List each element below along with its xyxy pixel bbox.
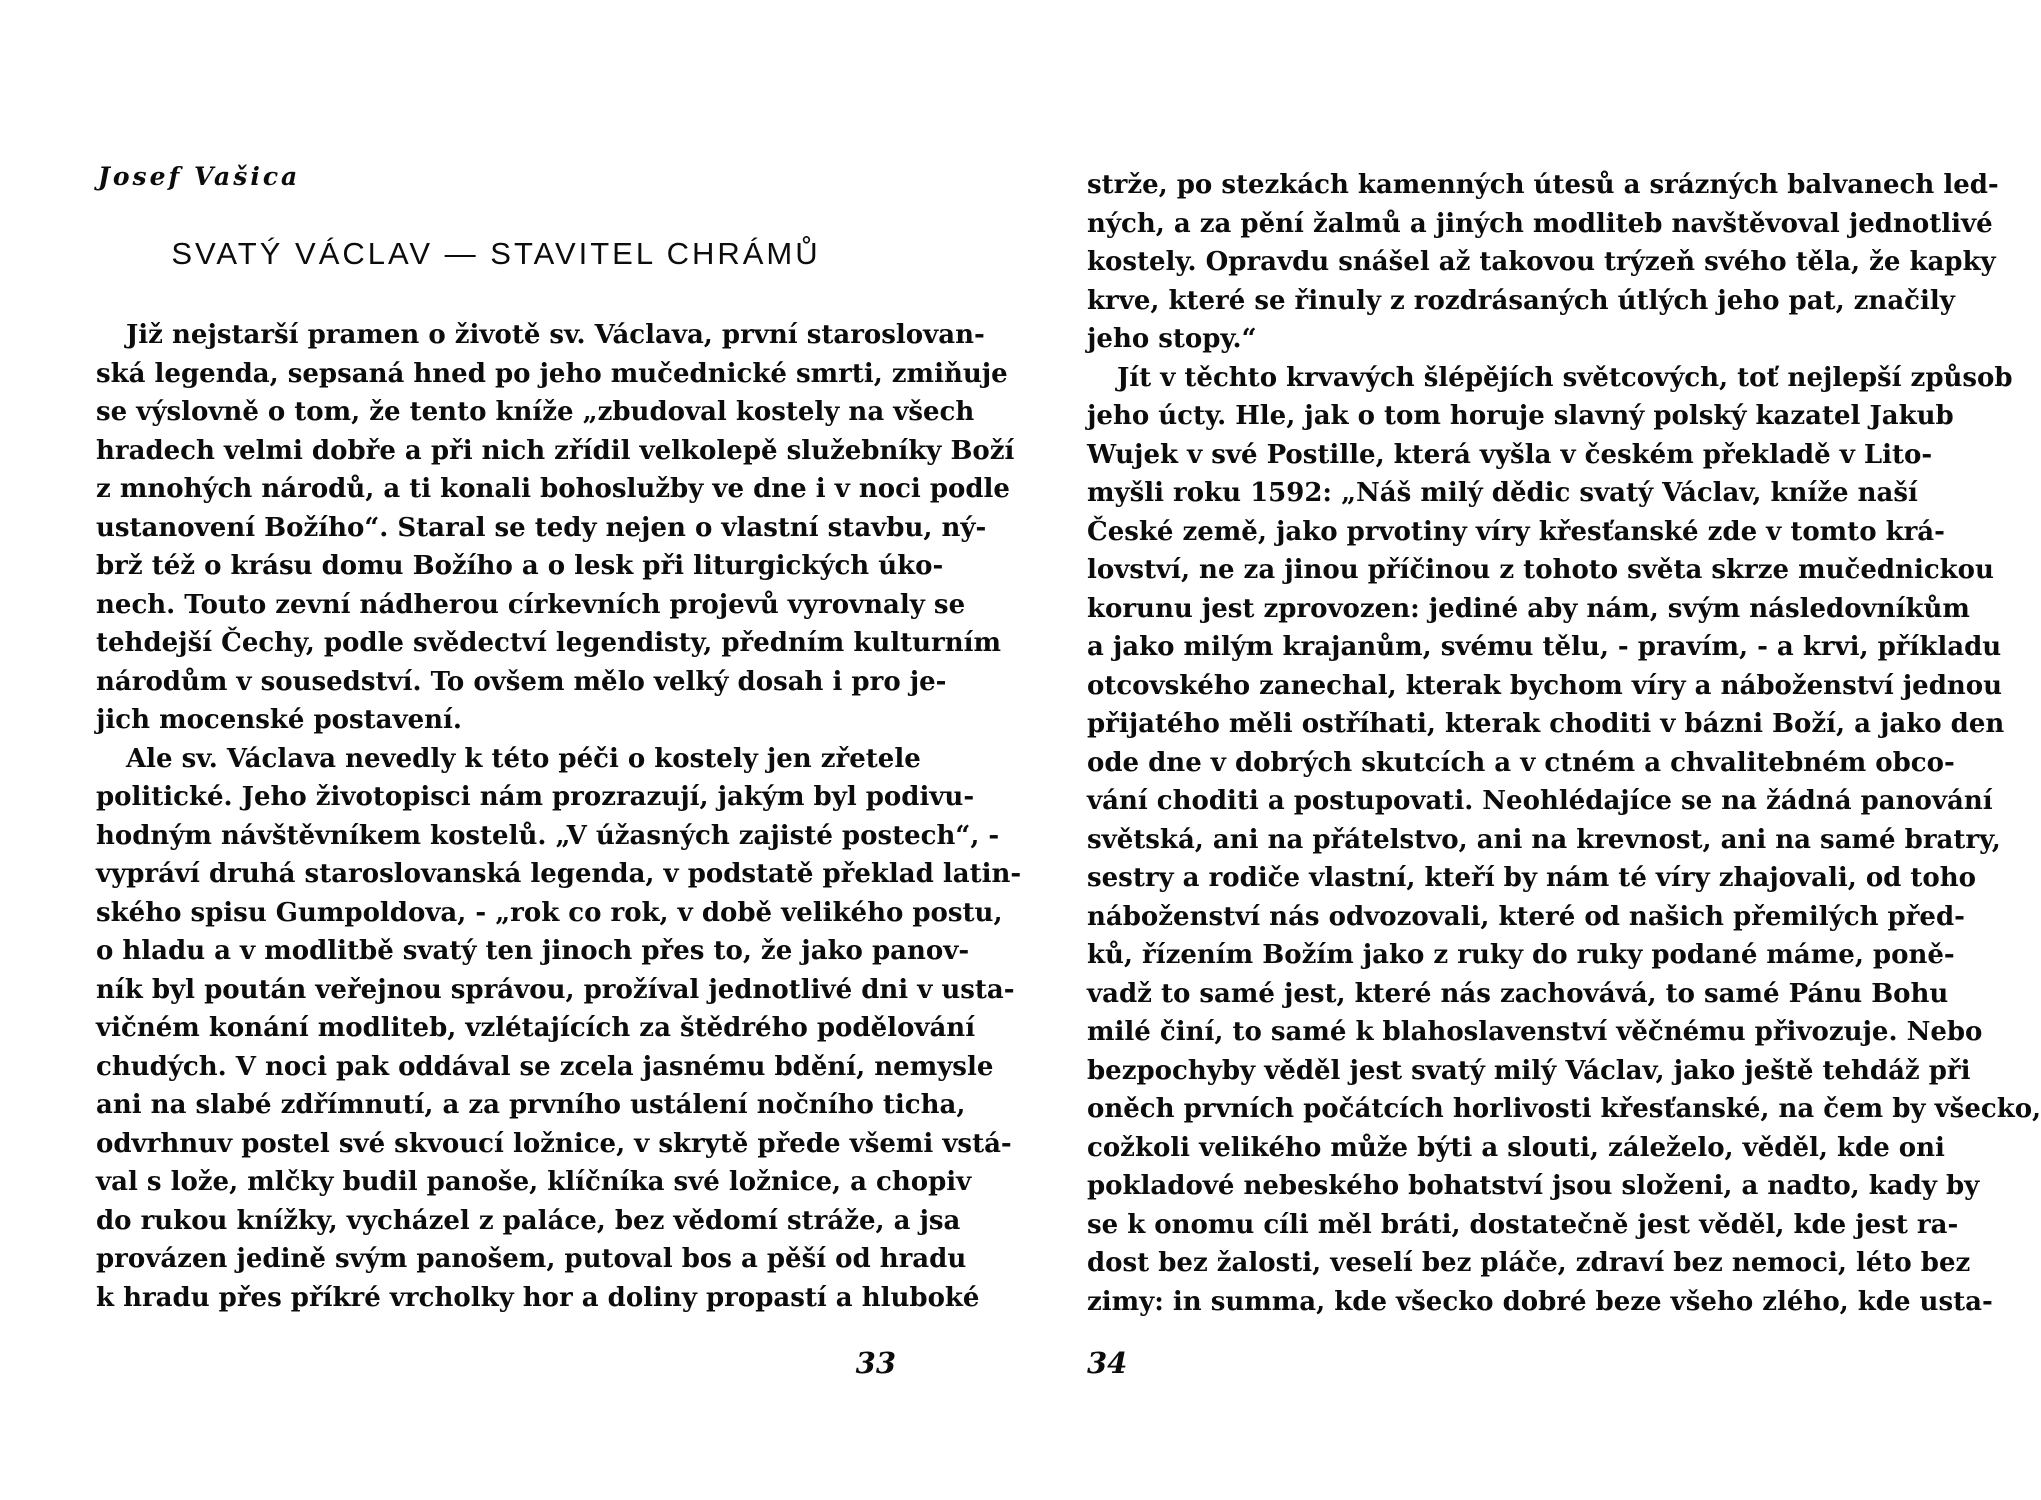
text-line: brž též o krásu domu Božího a o lesk při liturgických úko- (96, 551, 944, 581)
text-line: korunu jest zprovozen: jediné aby nám, svým následovníkům (1087, 593, 1970, 624)
text-line: přijatého měli ostříhati, kterak choditi v bázni Boží, a jako den (1087, 709, 2005, 739)
text-line: nech. Touto zevní nádherou církevních projevů vyrovnaly se (96, 589, 966, 620)
text-line: Již nejstarší pramen o životě sv. Václava, první staroslovan- (126, 320, 985, 350)
text-line: krve, které se řinuly z rozdrásaných útlých jeho pat, značily (1087, 285, 1955, 316)
text-line: a jako milým krajanům, svému tělu, - pravím, - a krvi, příkladu (1087, 632, 2002, 662)
page-number-left: 33 (855, 1346, 896, 1380)
text-line: jich mocenské postavení. (96, 705, 462, 735)
text-line: Wujek v své Postille, která vyšla v českém překladě v Lito- (1087, 439, 1933, 470)
text-line: zimy: in summa, kde všecko dobré beze všeho zlého, kde usta- (1087, 1286, 1993, 1317)
right-page (1087, 0, 2041, 1500)
text-line: hradech velmi dobře a při nich zřídil velkolepě služebníky Boží (96, 435, 1015, 466)
text-line: val s lože, mlčky budil panoše, klíčníka své ložnice, a chopiv (96, 1167, 972, 1197)
text-line: Jít v těchto krvavých šlépějích světcových, toť nejlepší způsob (1117, 362, 2013, 393)
right-page-text (1087, 166, 2041, 1321)
text-line: strže, po stezkách kamenných útesů a srázných balvanech led- (1087, 170, 1999, 200)
text-line: bezpochyby věděl jest svatý milý Václav, jako ještě tehdáž při (1087, 1055, 1971, 1086)
text-line: sestry a rodiče vlastní, kteří by nám té víry zhajovali, od toho (1087, 863, 1977, 893)
text-line: politické. Jeho životopisci nám prozrazují, jakým byl podivu- (96, 782, 975, 812)
text-line: ků, řízením Božím jako z ruky do ruky podané máme, poně- (1087, 940, 1955, 970)
text-line: České země, jako prvotiny víry křesťanské zde v tomto krá- (1087, 516, 1945, 547)
author-name: Josef Vašica (98, 162, 301, 191)
text-line: náboženství nás odvozovali, které od našich přemilých před- (1087, 901, 1965, 932)
text-line: milé činí, to samé k blahoslavenství věčnému přivozuje. Nebo (1087, 1017, 1983, 1047)
text-line: hodným návštěvníkem kostelů. „V úžasných zajisté postech“, - (96, 820, 1000, 851)
chapter-title: SVATÝ VÁCLAV — STAVITEL CHRÁMŮ (171, 236, 821, 271)
text-line: do rukou knížky, vycházel z paláce, bez vědomí stráže, a jsa (96, 1205, 961, 1236)
text-line: jeho stopy.“ (1087, 324, 1257, 354)
text-line: z mnohých národů, a ti konali bohoslužby ve dne i v noci podle (96, 474, 1010, 504)
text-line: dost bez žalosti, veselí bez pláče, zdraví bez nemoci, léto bez (1087, 1248, 1971, 1278)
text-line: ode dne v dobrých skutcích a v ctném a chvalitebném obco- (1087, 747, 1955, 778)
text-line: ustanovení Božího“. Staral se tedy nejen o vlastní stavbu, ný- (96, 512, 987, 543)
text-line: ská legenda, sepsaná hned po jeho mučednické smrti, zmiňuje (96, 358, 1008, 389)
text-line: ník byl poután veřejnou správou, prožíval jednotlivé dni v usta- (96, 974, 1015, 1005)
page-number-right: 34 (1087, 1346, 1128, 1380)
left-page-text (96, 316, 1022, 1317)
text-line: o hladu a v modlitbě svatý ten jinoch přes to, že jako panov- (96, 936, 970, 966)
text-line: Ale sv. Václava nevedly k této péči o kostely jen zřetele (126, 743, 921, 774)
text-line: vičném konání modliteb, vzlétajících za štědrého podělování (96, 1013, 976, 1043)
text-line: odvrhnuv postel své skvoucí ložnice, v skrytě přede všemi vstá- (96, 1128, 1012, 1159)
text-line: chudých. V noci pak oddával se zcela jasnému bdění, nemysle (96, 1051, 994, 1082)
text-line: ani na slabé zdřímnutí, a za prvního ustálení nočního ticha, (96, 1090, 966, 1120)
text-line: otcovského zanechal, kterak bychom víry a náboženství jednou (1087, 670, 2003, 701)
text-line: vadž to samé jest, které nás zachovává, to samé Pánu Bohu (1087, 978, 1949, 1009)
left-page (96, 0, 1022, 1500)
text-line: cožkoli velikého může býti a slouti, záleželo, věděl, kde oni (1087, 1132, 1945, 1163)
text-line: vání choditi a postupovati. Neohlédajíce se na žádná panování (1087, 786, 1993, 816)
text-line: ského spisu Gumpoldova, - „rok co rok, v době velikého postu, (96, 897, 1003, 928)
text-line: národům v sousedství. To ovšem mělo velký dosah i pro je- (96, 666, 947, 697)
text-line: lovství, ne za jinou příčinou z tohoto světa skrze mučednickou (1087, 555, 1994, 585)
text-line: tehdejší Čechy, podle svědectví legendisty, předním kulturním (96, 628, 1002, 658)
text-line: k hradu přes příkré vrcholky hor a doliny propastí a hluboké (96, 1282, 980, 1313)
text-line: myšli roku 1592: „Náš milý dědic svatý Václav, kníže naší (1087, 478, 1918, 508)
text-line: jeho úcty. Hle, jak o tom horuje slavný polský kazatel Jakub (1087, 401, 1954, 431)
text-line: kostely. Opravdu snášel až takovou trýzeň svého těla, že kapky (1087, 247, 1996, 277)
text-line: oněch prvních počátcích horlivosti křesťanské, na čem by všecko, (1087, 1094, 2041, 1124)
text-line: se k onomu cíli měl bráti, dostatečně jest věděl, kde jest ra- (1087, 1209, 1959, 1240)
text-line: ných, a za pění žalmů a jiných modliteb navštěvoval jednotlivé (1087, 208, 1993, 239)
text-line: provázen jedině svým panošem, putoval bos a pěší od hradu (96, 1244, 967, 1274)
text-line: pokladové nebeského bohatství jsou složeni, a nadto, kady by (1087, 1171, 1980, 1201)
text-line: vypráví druhá staroslovanská legenda, v podstatě překlad latin- (96, 859, 1022, 889)
text-line: se výslovně o tom, že tento kníže „zbudoval kostely na všech (96, 397, 975, 427)
text-line: světská, ani na přátelstvo, ani na krevnost, ani na samé bratry, (1087, 824, 2001, 855)
